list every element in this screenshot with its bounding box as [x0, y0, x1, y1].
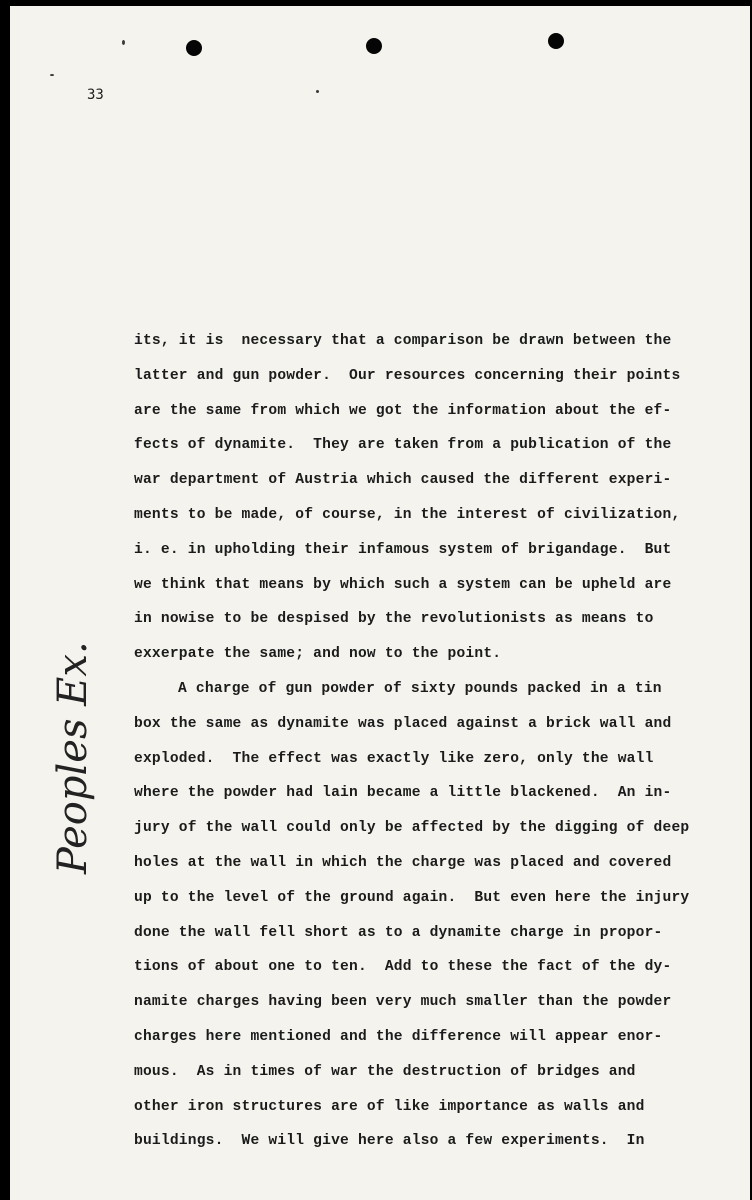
handwritten-exhibit-mark: [24, 626, 114, 886]
page-number: 33: [87, 87, 104, 103]
text-line: charges here mentioned and the difference will appear enor-: [134, 1028, 663, 1045]
text-line: latter and gun powder. Our resources concerning their points: [134, 367, 681, 384]
text-line: are the same from which we got the information about the ef-: [134, 402, 672, 419]
ink-speck: [50, 74, 54, 76]
text-line: buildings. We will give here also a few experiments. In: [134, 1133, 645, 1150]
text-line: in nowise to be despised by the revolutionists as means to: [134, 611, 654, 628]
ink-speck: [316, 90, 319, 93]
text-line: exxerpate the same; and now to the point.: [134, 646, 502, 663]
text-line: namite charges having been very much smaller than the powder: [134, 994, 672, 1011]
punch-hole-right: [548, 33, 564, 49]
ink-speck: [122, 40, 125, 45]
text-line: tions of about one to ten. Add to these the fact of the dy-: [134, 959, 672, 976]
text-line: up to the level of the ground again. But even here the injury: [134, 889, 690, 906]
punch-hole-center: [366, 38, 382, 54]
text-line: other iron structures are of like importance as walls and: [134, 1098, 645, 1115]
text-line: where the powder had lain became a little blackened. An in-: [134, 785, 672, 802]
typed-body-text: [134, 324, 734, 1159]
punch-hole-left: [186, 40, 202, 56]
text-line: we think that means by which such a system can be upheld are: [134, 576, 672, 593]
text-line: mous. As in times of war the destruction of bridges and: [134, 1063, 636, 1080]
text-line: holes at the wall in which the charge was placed and covered: [134, 854, 672, 871]
text-line: ments to be made, of course, in the interest of civilization,: [134, 506, 681, 523]
text-line: fects of dynamite. They are taken from a publication of the: [134, 437, 672, 454]
document-page: [10, 6, 750, 1200]
text-line: i. e. in upholding their infamous system of brigandage. But: [134, 541, 672, 558]
text-line: box the same as dynamite was placed against a brick wall and: [134, 715, 672, 732]
margin-annotation: [24, 626, 114, 886]
text-line: exploded. The effect was exactly like zero, only the wall: [134, 750, 654, 767]
text-line: done the wall fell short as to a dynamite charge in propor-: [134, 924, 663, 941]
margin-annotation-text: Peoples Ex. # 3: [50, 626, 96, 874]
text-line: jury of the wall could only be affected by the digging of deep: [134, 820, 690, 837]
text-line: its, it is necessary that a comparison be drawn between the: [134, 333, 672, 349]
paragraph-start-line: A charge of gun powder of sixty pounds packed in a tin: [178, 680, 662, 697]
text-line: war department of Austria which caused the different experi-: [134, 472, 672, 489]
